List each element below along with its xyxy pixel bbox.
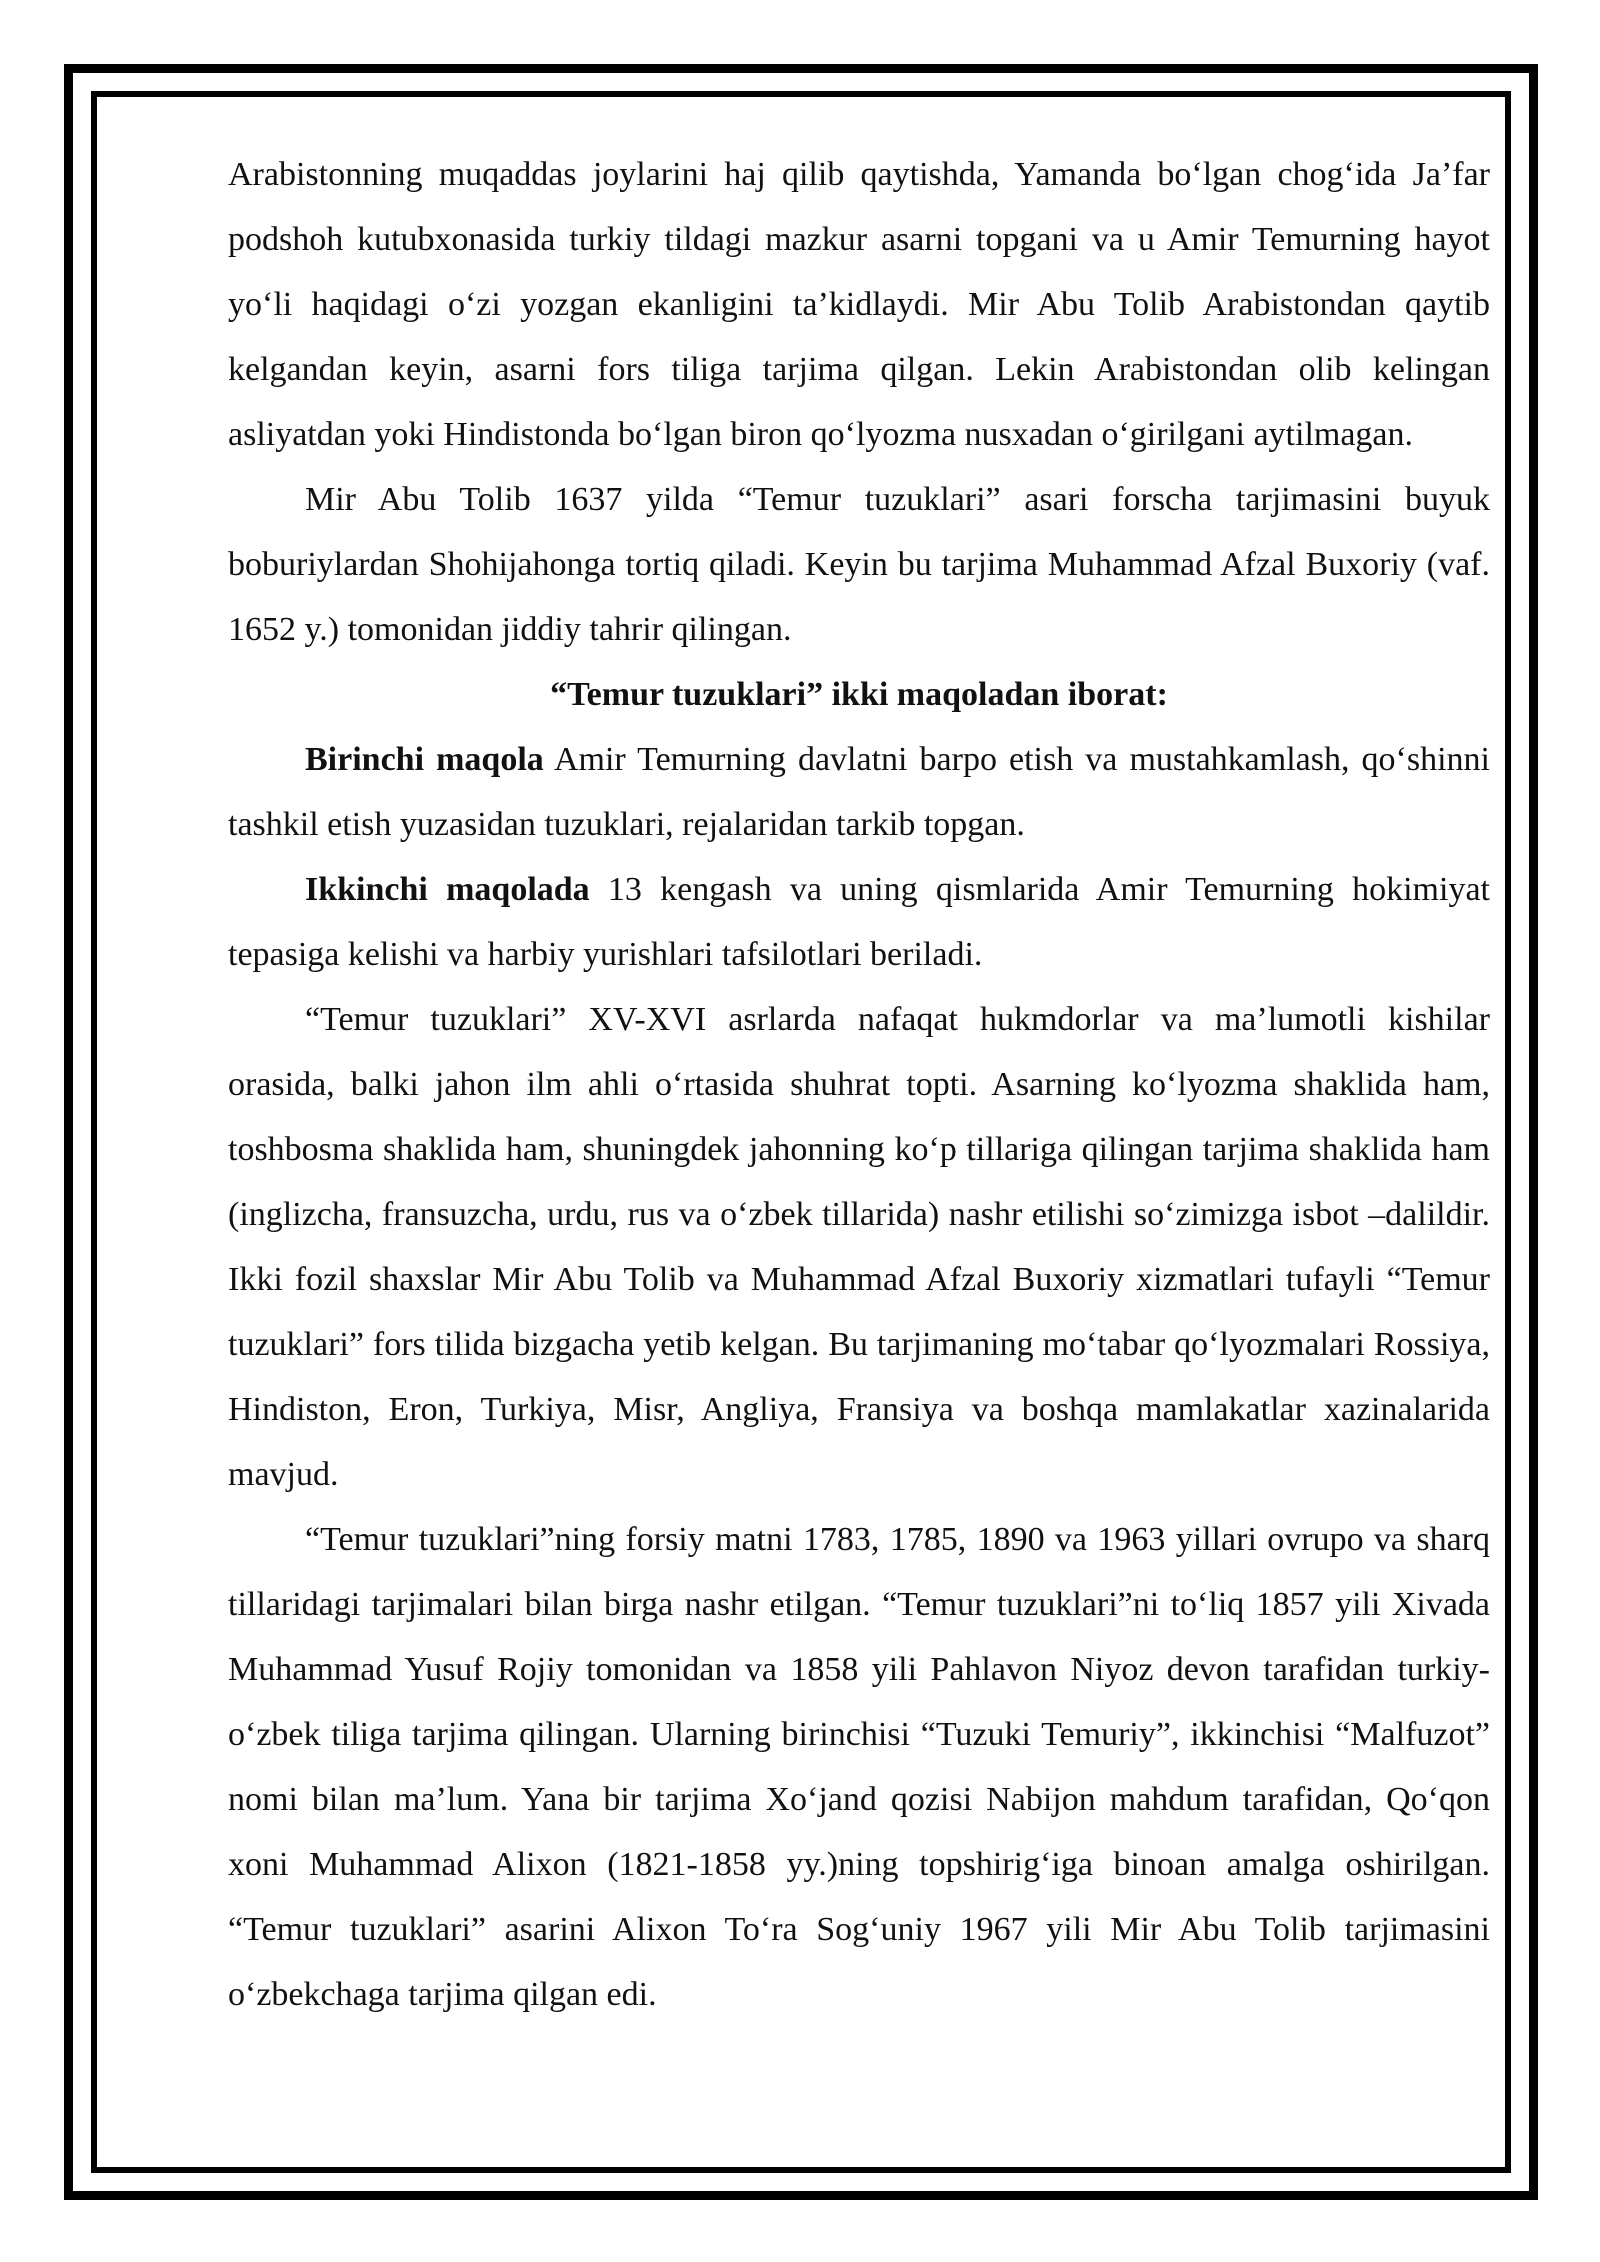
paragraph-2 [228,467,1490,662]
first-maqola-text: Amir Temurning davlatni barpo etish va mustahkamlash, qo‘shinni tashkil etish yuzasidan tuzuklari, rejalaridan tarkib topgan. [228,741,1490,843]
second-maqola-label: Ikkinchi maqolada [305,871,590,908]
paragraph-6-text: “Temur tuzuklari” XV-XVI asrlarda nafaqat hukmdorlar va ma’lumotli kishilar orasida, balki jahon ilm ahli o‘rtasida shuhrat topti. Asarning ko‘lyozma shaklida ham, toshbosma shaklida ham, shuningdek jahonning ko‘p tillariga qilingan tarjima shaklida ham (inglizcha, fransuzcha, urdu, rus va o‘zbek tillarida) nashr etilishi so‘zimizga isbot –dalildir. Ikki fozil shaxslar Mir Abu Tolib va Muhammad Afzal Buxoriy xizmatlari tufayli “Temur tuzuklari” fors tilida bizgacha yetib kelgan. Bu tarjimaning mo‘tabar qo‘lyozmalari Rossiya, Hindiston, Eron, Turkiya, Misr, Angliya, Fransiya va boshqa mamlakatlar xazinalarida mavjud. [228,1001,1490,1493]
paragraph-7 [228,1507,1490,2027]
paragraph-first-maqola [228,727,1490,857]
paragraph-1-text: Arabistonning muqaddas joylarini haj qilib qaytishda, Yamanda bo‘lgan chog‘ida Ja’far podshoh kutubxonasida turkiy tildagi mazkur asarni topgani va u Amir Temurning hayot yo‘li haqidagi o‘zi yozgan ekanligini ta’kidlaydi. Mir Abu Tolib Arabistondan qaytib kelgandan keyin, asarni fors tiliga tarjima qilgan. Lekin Arabistondan olib kelingan asliyatdan yoki Hindistonda bo‘lgan biron qo‘lyozma nusxadan o‘girilgani aytilmagan. [228,156,1490,453]
paragraph-1 [228,142,1490,467]
paragraph-6 [228,987,1490,1507]
section-heading-text: “Temur tuzuklari” ikki maqoladan iborat: [550,676,1168,713]
paragraph-second-maqola [228,857,1490,987]
second-maqola-text: 13 kengash va uning qismlarida Amir Temurning hokimiyat tepasiga kelishi va harbiy yurishlari tafsilotlari beriladi. [228,871,1490,973]
section-heading [228,662,1490,727]
paragraph-2-text: Mir Abu Tolib 1637 yilda “Temur tuzuklari” asari forscha tarjimasini buyuk boburiylardan Shohijahonga tortiq qiladi. Keyin bu tarjima Muhammad Afzal Buxoriy (vaf. 1652 y.) tomonidan jiddiy tahrir qilingan. [228,481,1490,648]
paragraph-7-text: “Temur tuzuklari”ning forsiy matni 1783, 1785, 1890 va 1963 yillari ovrupo va sharq tillaridagi tarjimalari bilan birga nashr etilgan. “Temur tuzuklari”ni to‘liq 1857 yili Xivada Muhammad Yusuf Rojiy tomonidan va 1858 yili Pahlavon Niyoz devon tarafidan turkiy-o‘zbek tiliga tarjima qilingan. Ularning birinchisi “Tuzuki Temuriy”, ikkinchisi “Malfuzot” nomi bilan ma’lum. Yana bir tarjima Xo‘jand qozisi Nabijon mahdum tarafidan, Qo‘qon xoni Muhammad Alixon (1821-1858 yy.)ning topshirig‘iga binoan amalga oshirilgan. “Temur tuzuklari” asarini Alixon To‘ra Sog‘uniy 1967 yili Mir Abu Tolib tarjimasini o‘zbekchaga tarjima qilgan edi. [228,1521,1490,2013]
first-maqola-label: Birinchi maqola [305,741,544,778]
document-body [228,142,1490,2027]
